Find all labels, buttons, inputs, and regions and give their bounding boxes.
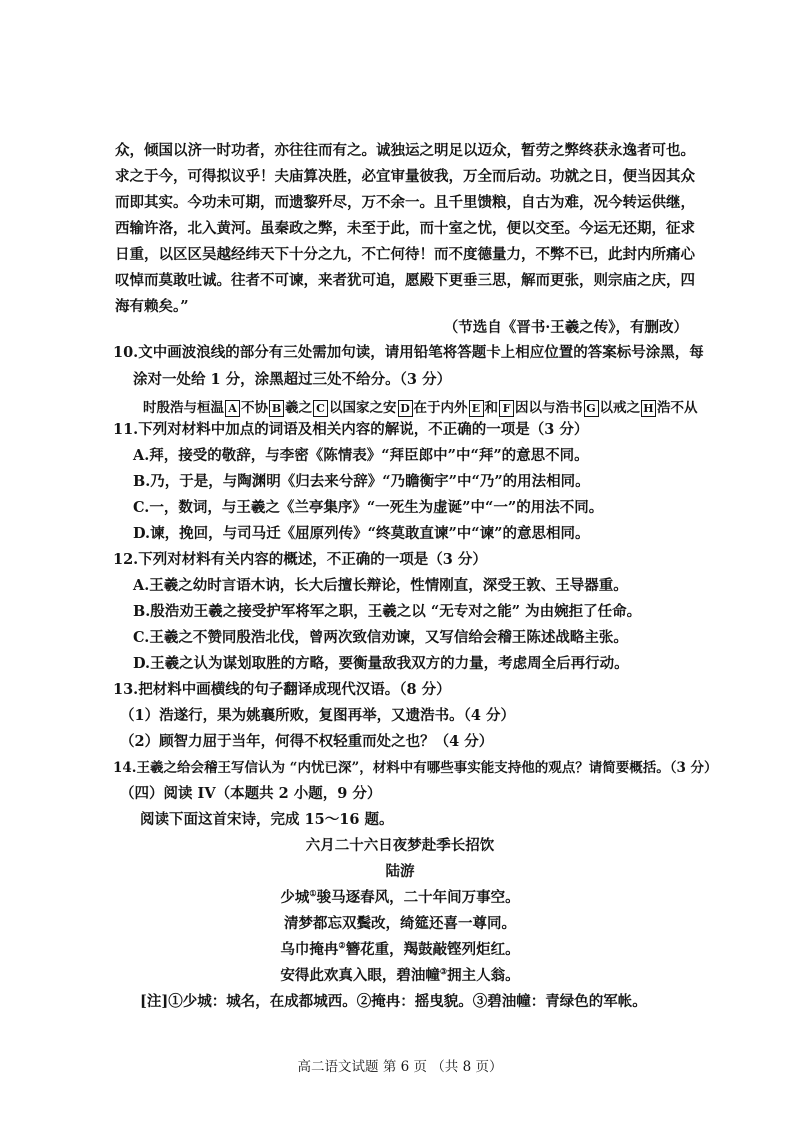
question-10-stem: 10.文中画波浪线的部分有三处需加句读，请用铅笔将答题卡上相应位置的答案标号涂黑，每: [113, 344, 704, 361]
sentence-segment: 浩不从: [657, 400, 698, 416]
question-11-option-a: A.拜，接受的敬辞，与李密《陈情表》“拜臣郎中”中“拜”的意思不同。: [133, 447, 589, 464]
poem-author: 陆游: [385, 863, 415, 880]
answer-box-d[interactable]: D: [398, 400, 413, 417]
question-12-stem: 12.下列对材料有关内容的概述，不正确的一项是（3 分）: [113, 551, 487, 568]
sentence-segment: 以国家之安: [329, 400, 397, 416]
sentence-segment: 在于内外: [413, 400, 468, 416]
passage-line: 众，倾国以济一时功者，亦往往而有之。诚独运之明足以迈众，暂劳之弊终获永逸者可也。: [115, 142, 695, 159]
question-12-option-a: A.王羲之幼时言语木讷，长大后擅长辩论，性情刚直，深受王敦、王导器重。: [133, 577, 628, 594]
question-11-option-b: B.乃，于是，与陶渊明《归去来兮辞》“乃瞻衡宇”中“乃”的用法相同。: [133, 473, 590, 490]
question-14-stem: 14.王羲之给会稽王写信认为 “内忧已深”，材料中有哪些事实能支持他的观点？请简要概括。（3 分）: [113, 760, 718, 776]
question-12-option-d: D.王羲之认为谋划取胜的方略，要衡量敌我双方的力量，考虑周全后再行动。: [133, 655, 629, 672]
question-13-item-2: （2）顾智力屈于当年，何得不权轻重而处之也？（4 分）: [120, 733, 494, 750]
source-citation: （节选自《晋书·王羲之传》，有删改）: [443, 319, 688, 336]
question-11-option-d: D.谏，挽回，与司马迁《屈原列传》“终莫敢直谏”中“谏”的意思相同。: [133, 525, 590, 542]
sentence-segment: 羲之: [285, 400, 312, 416]
answer-box-f[interactable]: F: [499, 400, 514, 417]
passage-line: 西输许洛，北入黄河。虽秦政之弊，未至于此，而十室之忧，便以交至。今运无还期，征求: [115, 220, 695, 237]
poem-line: 清梦都忘双鬓改，绮筵还喜一尊同。: [284, 915, 516, 932]
answer-box-g[interactable]: G: [584, 400, 599, 417]
poem-line: 安得此欢真入眼，碧油幢③拥主人翁。: [280, 966, 520, 984]
page-footer: 高二语文试题 第 6 页 （共 8 页）: [297, 1059, 503, 1075]
section-heading: （四）阅读 IV（本题共 2 小题，9 分）: [120, 785, 382, 802]
section-instruction: 阅读下面这首宋诗，完成 15～16 题。: [140, 811, 394, 828]
answer-box-b[interactable]: B: [269, 400, 284, 417]
poem-line: 乌巾掩冉②簪花重，羯鼓敲铿列炬红。: [280, 940, 520, 958]
passage-line: 求之于今，可得拟议乎！夫庙算决胜，必宜审量彼我，万全而后动。功就之日，便当因其众: [115, 168, 695, 185]
question-13-item-1: （1）浩遂行，果为姚襄所败，复图再举，又遗浩书。（4 分）: [120, 707, 515, 724]
question-12-option-b: B.殷浩劝王羲之接受护军将军之职，王羲之以 “无专对之能” 为由婉拒了任命。: [133, 603, 642, 620]
answer-box-h[interactable]: H: [641, 400, 656, 417]
sentence-segment: 以戒之: [599, 400, 640, 416]
poem-line: 少城①骏马逐春风，二十年间万事空。: [280, 888, 520, 906]
passage-line: 叹悼而莫敢吐诚。往者不可谏，来者犹可追，愿殿下更垂三思，解而更张，则宗庙之庆，四: [115, 272, 695, 289]
sentence-segment: 不协: [241, 400, 268, 416]
question-10-sentence: [143, 398, 698, 418]
sentence-segment: 因以与浩书: [515, 400, 583, 416]
answer-box-c[interactable]: C: [313, 400, 328, 417]
passage-line: 海有赖矣。”: [115, 298, 189, 315]
answer-box-e[interactable]: E: [469, 400, 484, 417]
question-11-stem: 11.下列对材料中加点的词语及相关内容的解说，不正确的一项是（3 分）: [113, 421, 589, 438]
question-13-stem: 13.把材料中画横线的句子翻译成现代汉语。（8 分）: [113, 681, 451, 698]
question-11-option-c: C.一，数词，与王羲之《兰亭集序》“一死生为虚诞”中“一”的用法不同。: [133, 499, 604, 516]
poem-title: 六月二十六日夜梦赴季长招饮: [305, 837, 495, 854]
sentence-segment: 时殷浩与桓温: [143, 400, 224, 416]
sentence-segment: 和: [484, 400, 498, 416]
question-10-stem-cont: 涂对一处给 1 分，涂黑超过三处不给分。（3 分）: [133, 371, 452, 388]
passage-line: 日重，以区区吴越经纬天下十分之九，不亡何待！而不度德量力，不弊不已，此封内所痛心: [115, 246, 695, 263]
poem-note: [注]①少城：城名，在成都城西。②掩冉：摇曳貌。③碧油幢：青绿色的军帐。: [140, 993, 647, 1010]
question-12-option-c: C.王羲之不赞同殷浩北伐，曾两次致信劝谏，又写信给会稽王陈述战略主张。: [133, 629, 628, 646]
answer-box-a[interactable]: A: [225, 400, 240, 417]
passage-line: 而即其实。今功未可期，而遗黎歼尽，万不余一。且千里馈粮，自古为难，况今转运供继，: [115, 194, 695, 211]
